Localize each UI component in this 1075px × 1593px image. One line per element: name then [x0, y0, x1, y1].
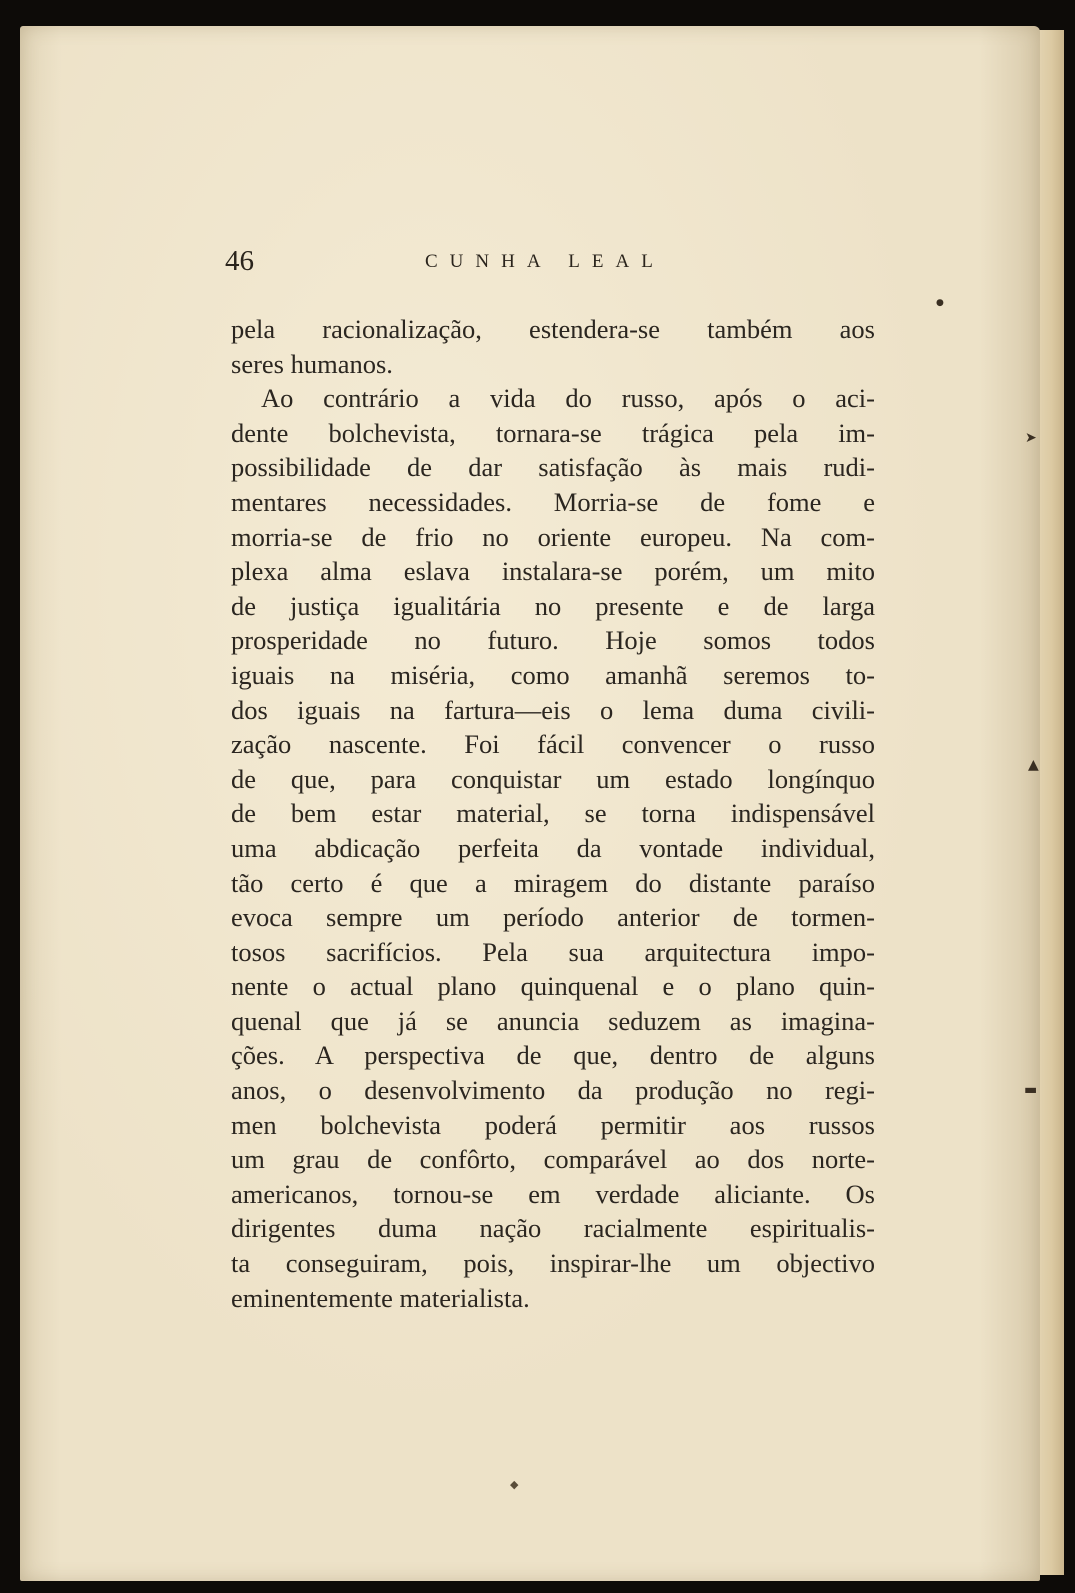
text-line: iguais na miséria, como amanhã seremos to- — [231, 659, 875, 690]
ink-speck-icon: ◆ — [510, 1478, 519, 1491]
text-line: dente bolchevista, tornara-se trágica pela im- — [231, 417, 875, 448]
text-line: ta conseguiram, pois, inspirar-lhe um objectivo — [231, 1248, 875, 1279]
text-line: mentares necessidades. Morria-se de fome e — [231, 486, 875, 517]
running-head: CUNHA LEAL — [425, 251, 665, 272]
text-line: pela racionalização, estendera-se também aos — [231, 314, 875, 344]
text-line: tosos sacrifícios. Pela sua arquitectura impo- — [231, 936, 875, 967]
text-line: dos iguais na fartura—eis o lema duma civili- — [231, 694, 875, 725]
text-line: americanos, tornou-se em verdade aliciante. Os — [231, 1178, 875, 1209]
ink-speck-icon: ● — [936, 298, 944, 308]
page-number: 46 — [225, 245, 254, 277]
text-line: de que, para conquistar um estado longínquo — [231, 763, 875, 794]
text-line: quenal que já se anuncia seduzem as imagina- — [231, 1005, 875, 1036]
text-line: prosperidade no futuro. Hoje somos todos — [231, 625, 875, 656]
text-line: ções. A perspectiva de que, dentro de alguns — [231, 1040, 875, 1071]
binding-thread-icon: ➤ — [1025, 430, 1037, 446]
text-line: tão certo é que a miragem do distante paraíso — [231, 867, 875, 898]
binding-thread-icon: ▲ — [1028, 757, 1039, 773]
text-line: eminentemente materialista. — [231, 1282, 530, 1313]
text-line: um grau de confôrto, comparável ao dos norte- — [231, 1144, 875, 1175]
text-line: evoca sempre um período anterior de tormen- — [231, 902, 875, 933]
text-line: morria-se de frio no oriente europeu. Na com- — [231, 521, 875, 552]
text-line: uma abdicação perfeita da vontade individual, — [231, 832, 875, 863]
page-header — [225, 245, 875, 285]
text-line: seres humanos. — [231, 348, 393, 379]
text-line: plexa alma eslava instalara-se porém, um mito — [231, 556, 875, 587]
binding-thread-icon: ▬ — [1024, 1082, 1038, 1098]
text-line: de justiça igualitária no presente e de larga — [231, 590, 875, 621]
text-line: men bolchevista poderá permitir aos russos — [231, 1109, 875, 1140]
text-line: Ao contrário a vida do russo, após o aci- — [261, 383, 875, 414]
text-line: zação nascente. Foi fácil convencer o russo — [231, 729, 875, 760]
text-line: possibilidade de dar satisfação às mais rudi- — [231, 452, 875, 483]
text-line: de bem estar material, se torna indispensável — [231, 798, 875, 829]
text-line: dirigentes duma nação racialmente espiritualis- — [231, 1213, 875, 1244]
text-line: nente o actual plano quinquenal e o plano quin- — [231, 971, 875, 1002]
text-line: anos, o desenvolvimento da produção no regi- — [231, 1075, 875, 1106]
body-text — [231, 312, 875, 1315]
